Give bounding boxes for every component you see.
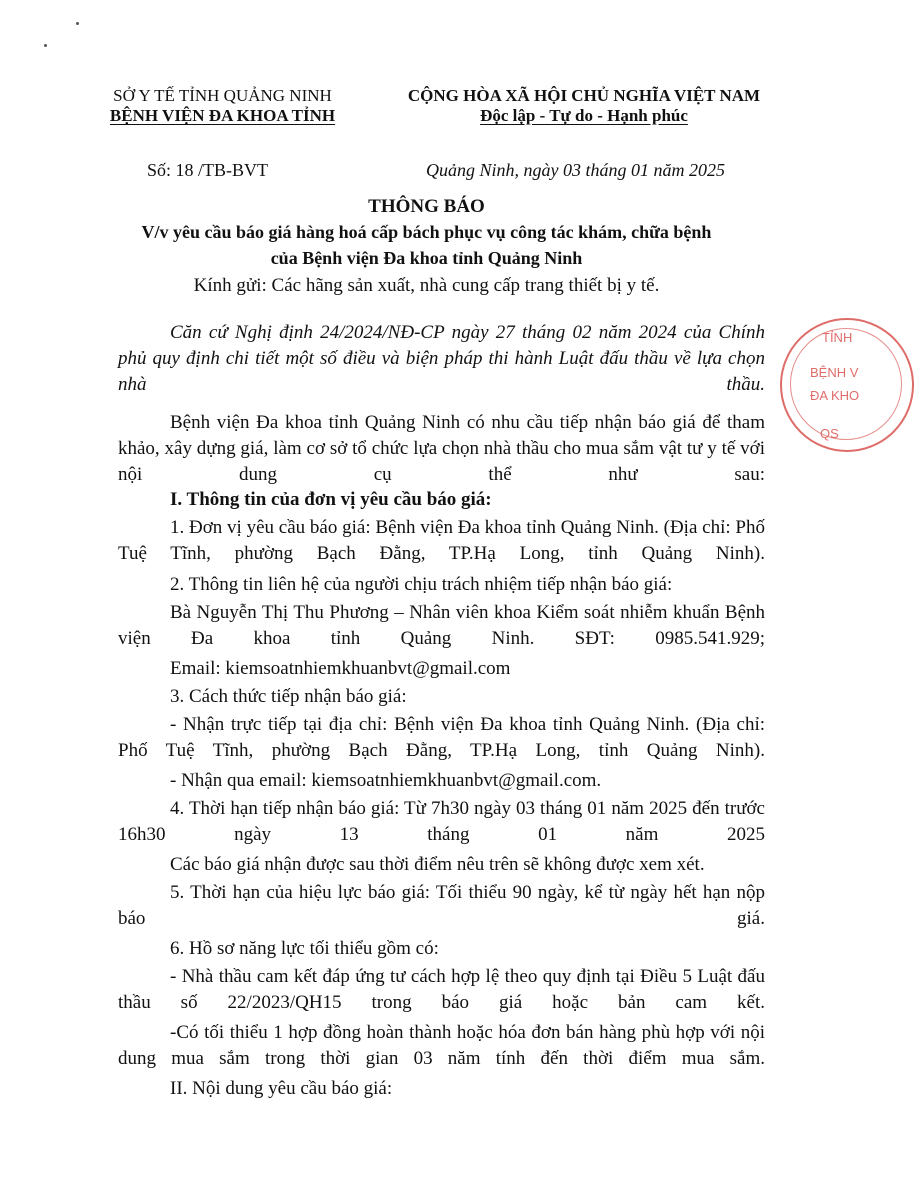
item-6: 6. Hồ sơ năng lực tối thiểu gồm có: [170,938,439,959]
item-6-requirement-b: -Có tối thiểu 1 hợp đồng hoàn thành hoặc hóa đơn bán hàng phù hợp với nội dung mua sắm trong thời gian 03 năm tính đến thời điểm mua sắm. [118,1022,765,1069]
intro-paragraph: Bệnh viện Đa khoa tỉnh Quảng Ninh có nhu cầu tiếp nhận báo giá để tham khảo, xây dựng giá, làm cơ sở tổ chức lựa chọn nhà thầu cho mua sắm vật tư y tế với nội dung cụ thể như sau: [118,412,765,485]
scan-speck [76,22,79,25]
official-stamp [780,318,914,452]
item-3-direct: - Nhận trực tiếp tại địa chỉ: Bệnh viện Đa khoa tỉnh Quảng Ninh. (Địa chỉ: Phố Tuệ Tĩnh, phường Bạch Đằng, TP.Hạ Long, tỉnh Quảng Ninh). [118,714,765,761]
stamp-text-line2: ĐA KHO [810,388,860,403]
recipient: Kính gửi: Các hãng sản xuất, nhà cung cấp trang thiết bị y tế. [193,275,660,296]
item-3: 3. Cách thức tiếp nhận báo giá: [170,686,407,707]
country-name: CỘNG HÒA XÃ HỘI CHỦ NGHĨA VIỆT NAM [407,86,761,105]
motto-text: Độc lập - Tự do - Hạnh phúc [480,106,688,125]
subject-line-2: của Bệnh viện Đa khoa tỉnh Quảng Ninh [270,248,583,268]
item-2: 2. Thông tin liên hệ của người chịu trách nhiệm tiếp nhận báo giá: [170,574,673,595]
item-3-email: - Nhận qua email: kiemsoatnhiemkhuanbvt@gmail.com. [170,770,602,791]
contact-email: Email: kiemsoatnhiemkhuanbvt@gmail.com [170,658,511,679]
item-6-requirement-a: - Nhà thầu cam kết đáp ứng tư cách hợp lệ theo quy định tại Điều 5 Luật đấu thầu số 22/2023/QH15 trong báo giá hoặc bản cam kết. [118,966,765,1013]
item-5: 5. Thời hạn của hiệu lực báo giá: Tối thiểu 90 ngày, kể từ ngày hết hạn nộp báo giá. [118,882,765,929]
legal-basis: Căn cứ Nghị định 24/2024/NĐ-CP ngày 27 tháng 02 năm 2024 của Chính phủ quy định chi tiết một số điều và biện pháp thi hành Luật đấu thầu về lựa chọn nhà thầu. [118,322,765,395]
motto [384,106,784,126]
hospital-name [80,106,365,126]
document-number: Số: 18 /TB-BVT [147,160,269,180]
subject-line-1: V/v yêu cầu báo giá hàng hoá cấp bách phục vụ công tác khám, chữa bệnh [141,222,712,242]
stamp-text-top: TỈNH [822,330,853,345]
place-date: Quảng Ninh, ngày 03 tháng 01 năm 2025 [426,160,725,180]
item-4-note: Các báo giá nhận được sau thời điểm nêu trên sẽ không được xem xét. [170,854,705,875]
hospital-name-text: BỆNH VIỆN ĐA KHOA TỈNH [109,106,336,125]
ministry-name: SỞ Y TẾ TỈNH QUẢNG NINH [113,86,332,105]
item-1: 1. Đơn vị yêu cầu báo giá: Bệnh viện Đa khoa tỉnh Quảng Ninh. (Địa chỉ: Phố Tuệ Tĩnh, phường Bạch Đằng, TP.Hạ Long, tỉnh Quảng Ninh). [118,517,765,564]
stamp-text-bottom: QS [820,426,839,441]
section-2-heading: II. Nội dung yêu cầu báo giá: [170,1078,393,1099]
contact-person: Bà Nguyễn Thị Thu Phương – Nhân viên khoa Kiểm soát nhiễm khuẩn Bệnh viện Đa khoa tỉnh Quảng Ninh. SĐT: 0985.541.929; [118,602,765,649]
item-4: 4. Thời hạn tiếp nhận báo giá: Từ 7h30 ngày 03 tháng 01 năm 2025 đến trước 16h30 ngày 13 tháng 01 năm 2025 [118,798,765,845]
stamp-text-line1: BỆNH V [810,365,859,380]
document-title: THÔNG BÁO [368,196,485,217]
scan-speck [44,44,47,47]
section-1-heading: I. Thông tin của đơn vị yêu cầu báo giá: [170,489,492,510]
